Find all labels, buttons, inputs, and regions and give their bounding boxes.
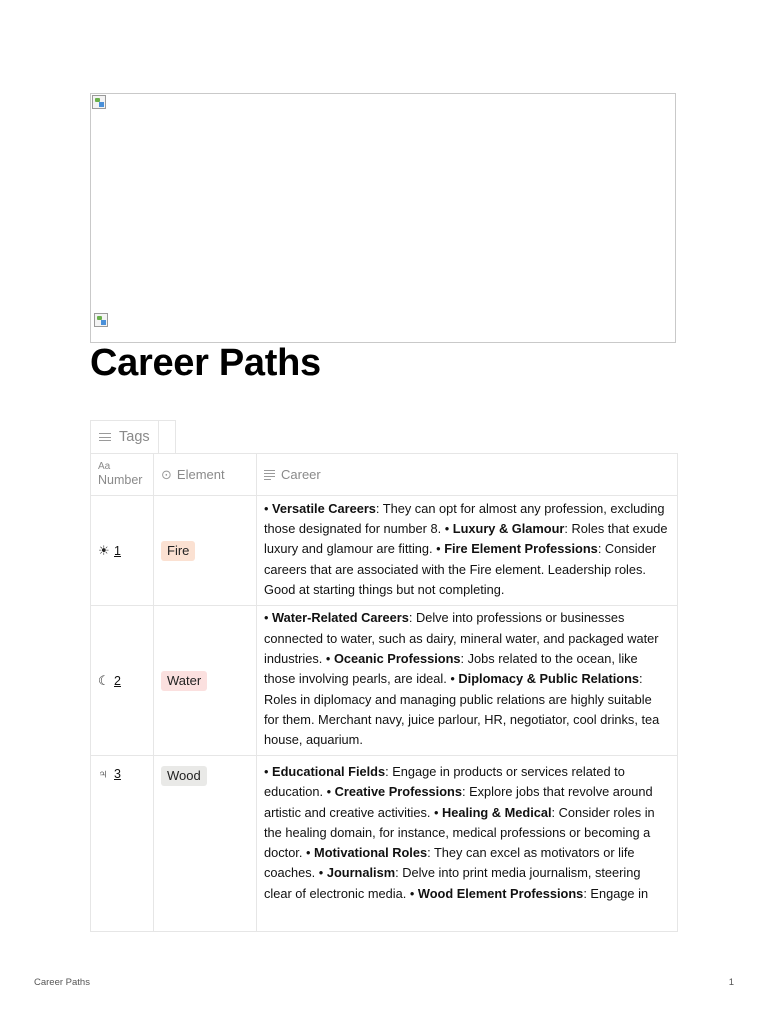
title-property-icon: Aa bbox=[98, 461, 111, 472]
view-tab-label: Tags bbox=[119, 429, 150, 445]
career-description: : They can excel as motivators or life coaches. bbox=[264, 845, 635, 881]
list-icon bbox=[99, 432, 111, 442]
cover-image bbox=[90, 93, 676, 343]
career-heading: Motivational Roles bbox=[314, 845, 428, 861]
row-number-link[interactable]: 1 bbox=[114, 543, 121, 558]
career-heading: Journalism bbox=[326, 865, 396, 881]
cell-number[interactable] bbox=[91, 606, 154, 756]
career-heading: Wood Element Professions bbox=[417, 885, 584, 901]
sun-icon: ☀ bbox=[98, 542, 110, 558]
career-heading: Luxury & Glamour bbox=[452, 521, 565, 537]
career-heading: Educational Fields bbox=[272, 764, 386, 779]
column-header-element[interactable] bbox=[154, 454, 257, 496]
cell-element[interactable] bbox=[154, 496, 257, 606]
cell-element[interactable] bbox=[154, 606, 257, 756]
career-heading: Creative Professions bbox=[334, 784, 462, 800]
cell-number[interactable] bbox=[91, 756, 154, 932]
element-tag: Wood bbox=[161, 766, 207, 786]
cell-element[interactable] bbox=[154, 756, 257, 932]
career-description: : Engage in products or services related to education. bbox=[264, 764, 625, 800]
career-description: : Jobs related to the ocean, like those involving pearls, are ideal. bbox=[264, 651, 638, 687]
table-row[interactable] bbox=[91, 496, 678, 606]
career-description: : Consider roles in the healing domain, for instance, medical professions or becoming a doctor. bbox=[264, 804, 655, 861]
career-description: : Delve into print media journalism, steering clear of electronic media. bbox=[264, 865, 641, 901]
select-circle-icon: ⊙ bbox=[161, 466, 172, 482]
cell-career[interactable] bbox=[257, 496, 678, 606]
career-heading: Diplomacy & Public Relations bbox=[458, 671, 640, 687]
career-description: : Roles that exude luxury and glamour are fitting. bbox=[264, 521, 668, 557]
broken-image-icon bbox=[92, 95, 106, 109]
column-header-number[interactable] bbox=[91, 454, 154, 496]
jupiter-icon: ♃ bbox=[98, 766, 108, 781]
element-tag: Water bbox=[161, 671, 207, 691]
career-text: • Versatile Careers: They can opt for almost any profession, excluding those designated for number 8. • Luxury & Glamour: Roles that exude luxury and glamour are fitting. • Fire Element Professions: Consider careers that are associated with the Fire element. Leadership roles. Good at starting things but not completing. bbox=[264, 500, 668, 597]
career-table bbox=[90, 453, 678, 932]
career-heading: Water-Related Careers bbox=[272, 610, 409, 626]
column-header-career[interactable] bbox=[257, 454, 678, 496]
career-description: : Engage in bbox=[583, 885, 649, 901]
view-tab-tags[interactable] bbox=[90, 420, 159, 453]
career-description: : Roles in diplomacy and managing public relations are highly suitable for them. Merchant navy, juice parlour, HR, negotiator, cool drinks, tea house, aquarium. bbox=[264, 671, 660, 748]
row-number-link[interactable]: 2 bbox=[114, 673, 121, 688]
add-view-tab[interactable] bbox=[159, 420, 176, 453]
career-description: : Delve into professions or businesses connected to water, such as dairy, mineral water, and packaged water industries. bbox=[264, 610, 659, 667]
table-row[interactable] bbox=[91, 756, 678, 932]
cell-career[interactable] bbox=[257, 606, 678, 756]
career-description: : Explore jobs that revolve around artistic and creative activities. bbox=[264, 784, 653, 820]
career-text: • Educational Fields: Engage in products or services related to education. • Creative Professions: Explore jobs that revolve around artistic and creative activities. • Healing & Medical: Consider roles in the healing domain, for instance, medical professions or becoming a doctor. • Motivational Roles: They can excel as motivators or life coaches. • Journalism: Delve into print media journalism, steering clear of electronic media. • Wood Element Professions: Engage in bbox=[264, 764, 655, 901]
column-label: Element bbox=[176, 466, 225, 482]
career-heading: Versatile Careers bbox=[272, 500, 376, 516]
page-title: Career Paths bbox=[90, 342, 321, 384]
table-header-row bbox=[91, 454, 678, 496]
footer-title: Career Paths bbox=[34, 977, 90, 988]
career-text: • Water-Related Careers: Delve into professions or businesses connected to water, such as dairy, mineral water, and packaged water industries. • Oceanic Professions: Jobs related to the ocean, like those involving pearls, are ideal. • Diplomacy & Public Relations: Roles in diplomacy and managing public relations are highly suitable for them. Merchant navy, juice parlour, HR, negotiator, cool drinks, tea house, aquarium. bbox=[264, 610, 660, 748]
career-description: : They can opt for almost any profession, excluding those designated for number 8. bbox=[264, 500, 665, 537]
column-label: Number bbox=[98, 473, 143, 487]
element-tag: Fire bbox=[161, 541, 195, 561]
table-row[interactable] bbox=[91, 606, 678, 756]
career-heading: Healing & Medical bbox=[442, 804, 552, 820]
cell-career[interactable] bbox=[257, 756, 678, 932]
moon-icon: ☾ bbox=[98, 672, 110, 688]
career-description: : Consider careers that are associated with the Fire element. Leadership roles. Good at starting things but not completing. bbox=[264, 541, 657, 597]
cell-number[interactable] bbox=[91, 496, 154, 606]
footer-page-number: 1 bbox=[728, 977, 734, 988]
column-label: Career bbox=[281, 467, 321, 482]
career-heading: Fire Element Professions bbox=[444, 541, 598, 557]
broken-image-icon bbox=[94, 313, 108, 327]
career-heading: Oceanic Professions bbox=[333, 651, 461, 667]
row-number-link[interactable]: 3 bbox=[114, 767, 121, 781]
text-lines-icon bbox=[264, 470, 275, 480]
